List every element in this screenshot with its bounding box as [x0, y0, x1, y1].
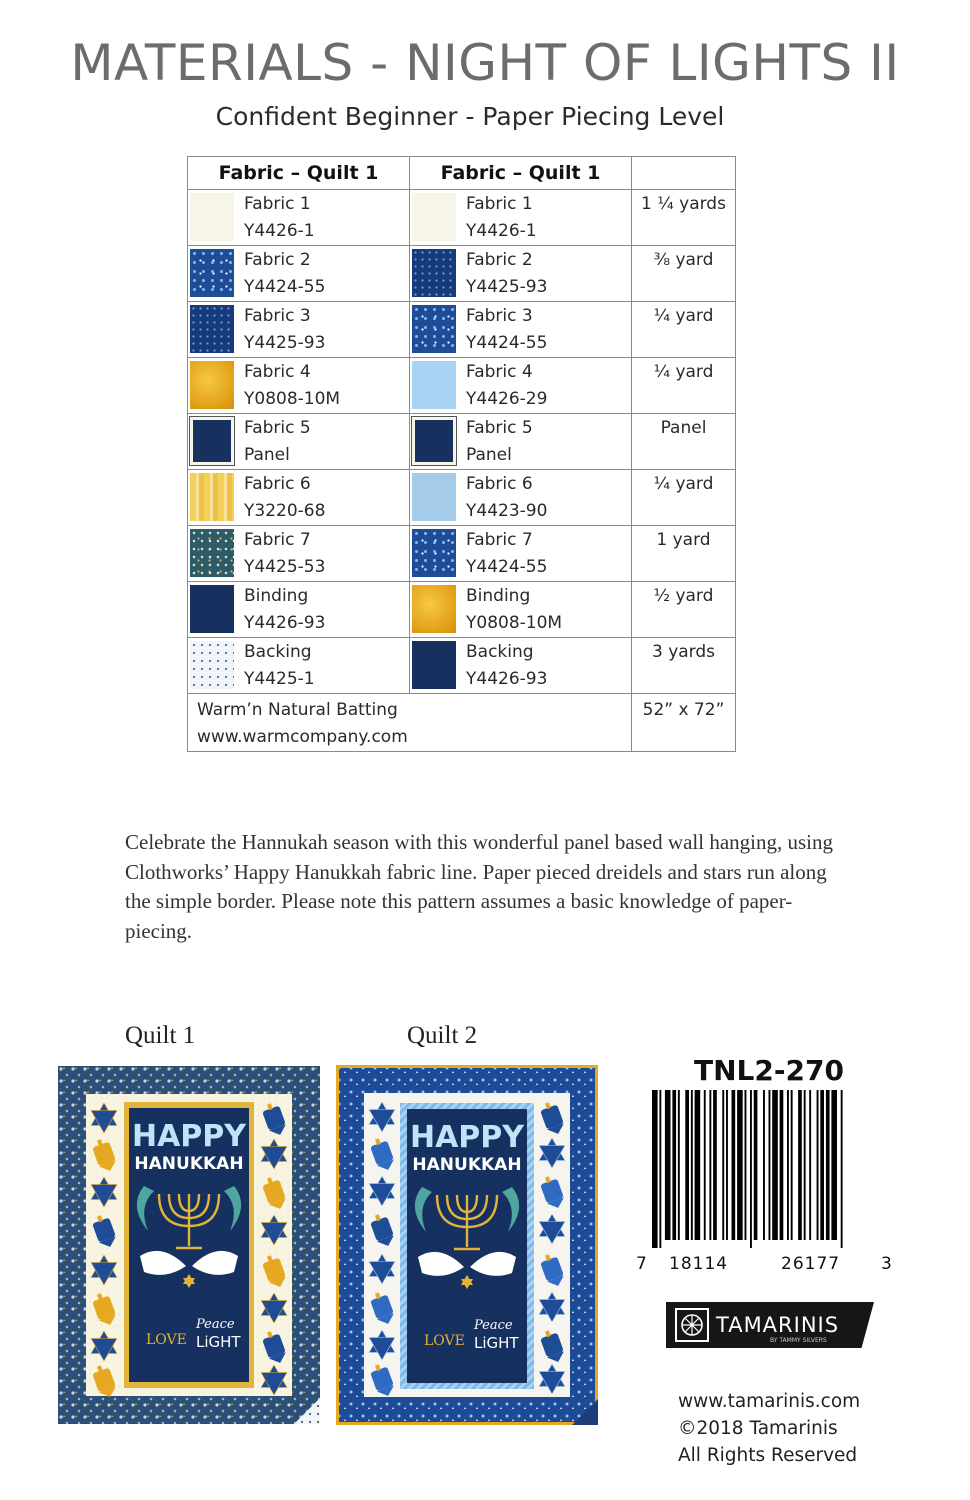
yardage: ¼ yard: [653, 306, 714, 326]
description: Celebrate the Hannukah season with this wonderful panel based wall hanging, using Clothworks’ Happy Hanukkah fabric line. Paper pieced dreidels and stars run along the simple border. Please note this pattern assumes a basic knowledge of paper-piecing.: [125, 830, 833, 943]
fabric-name: Binding: [466, 586, 531, 606]
quilt1-image: [58, 1066, 320, 1424]
copyright: ©2018 Tamarinis: [678, 1418, 838, 1439]
fabric-name: Fabric 7: [244, 530, 311, 550]
fabric-name: Fabric 2: [244, 250, 311, 270]
material-row: [188, 526, 736, 582]
fabric-swatch: [190, 305, 234, 353]
fabric-code: Y3220-68: [244, 501, 326, 521]
fabric-code: Y4426-1: [244, 221, 315, 241]
yardage: ⅜ yard: [653, 250, 714, 270]
material-row: [188, 302, 736, 358]
barcode-digit-first: 7: [636, 1254, 647, 1274]
fabric-name: Fabric 6: [244, 474, 311, 494]
barcode-digits-right: 26177: [781, 1254, 841, 1274]
fabric-name: Fabric 4: [466, 362, 533, 382]
barcode: [650, 1090, 890, 1248]
fabric-code: Panel: [244, 445, 290, 465]
brand-name: TAMARINIS: [716, 1313, 840, 1337]
fabric-swatch: [190, 417, 234, 465]
fabric-swatch: [412, 193, 456, 241]
fabric-name: Fabric 3: [244, 306, 311, 326]
fabric-code: Y4426-29: [466, 389, 548, 409]
fabric-name: Binding: [244, 586, 309, 606]
material-row: [188, 414, 736, 470]
panel2-peace-text: Peace: [474, 1318, 513, 1333]
batting-url[interactable]: www.warmcompany.com: [197, 727, 408, 747]
fabric-swatch: [190, 361, 234, 409]
fabric-code: Y4424-55: [466, 557, 548, 577]
fabric-swatch: [190, 641, 234, 689]
material-row: [188, 638, 736, 694]
fabric-code: Y4425-1: [244, 669, 315, 689]
fabric-swatch: [412, 641, 456, 689]
fabric-code: Y4425-53: [244, 557, 326, 577]
fabric-name: Backing: [244, 642, 312, 662]
yardage: ½ yard: [653, 586, 714, 606]
panel-hanukkah-text: HANUKKAH: [134, 1154, 244, 1174]
panel2-hanukkah-text: HANUKKAH: [412, 1155, 522, 1175]
rights-text: All Rights Reserved: [678, 1445, 858, 1466]
panel-light-text: LiGHT: [196, 1333, 241, 1351]
fabric-code: Y4424-55: [466, 333, 548, 353]
fabric-code: Y4425-93: [466, 277, 548, 297]
batting-size: 52” x 72”: [642, 700, 725, 720]
yardage: ¼ yard: [653, 362, 714, 382]
fabric-name: Fabric 3: [466, 306, 533, 326]
brand-tagline: BY TAMMY SILVERS: [770, 1337, 827, 1344]
fabric-name: Fabric 4: [244, 362, 311, 382]
fabric-swatch: [190, 249, 234, 297]
panel-love-text: LOVE: [146, 1332, 187, 1348]
footer: [678, 1388, 860, 1469]
fabric-swatch: [190, 193, 234, 241]
fabric-swatch: [412, 361, 456, 409]
fabric-name: Backing: [466, 642, 534, 662]
quilt1-label: Quilt 1: [125, 1022, 196, 1049]
fabric-name: Fabric 1: [244, 194, 311, 214]
fabric-name: Fabric 1: [466, 194, 533, 214]
fabric-swatch: [412, 585, 456, 633]
panel2-happy-text: HAPPY: [409, 1120, 525, 1155]
website-link[interactable]: www.tamarinis.com: [678, 1391, 861, 1412]
panel-peace-text: Peace: [196, 1317, 235, 1332]
fabric-swatch: [190, 529, 234, 577]
panel2-light-text: LiGHT: [474, 1334, 519, 1352]
yardage: 3 yards: [651, 642, 716, 662]
fabric-swatch: [190, 473, 234, 521]
material-row: [188, 246, 736, 302]
fabric-code: Y4424-55: [244, 277, 326, 297]
brand-mark-icon: [674, 1307, 710, 1343]
yardage: 1 ¼ yards: [641, 194, 726, 214]
fabric-code: Panel: [466, 445, 512, 465]
fabric-swatch: [412, 529, 456, 577]
barcode-digit-last: 3: [881, 1254, 892, 1274]
fabric-code: Y0808-10M: [466, 613, 563, 633]
fabric-name: Fabric 5: [244, 418, 311, 438]
fabric-code: Y4426-93: [466, 669, 548, 689]
fabric-swatch: [412, 417, 456, 465]
fabric-swatch: [190, 585, 234, 633]
yardage: 1 yard: [656, 530, 711, 550]
fabric-swatch: [412, 305, 456, 353]
materials-table: [187, 156, 736, 752]
fabric-code: Y4426-93: [244, 613, 326, 633]
header-quilt2: Fabric – Quilt 1: [410, 157, 632, 190]
fabric-name: Fabric 7: [466, 530, 533, 550]
header-quilt1: Fabric – Quilt 1: [188, 157, 410, 190]
yardage: Panel: [660, 418, 707, 438]
material-row: [188, 582, 736, 638]
sku-number: TNL2-270: [694, 1054, 844, 1087]
quilt2-label: Quilt 2: [407, 1022, 478, 1049]
material-row: [188, 190, 736, 246]
fabric-swatch: [412, 473, 456, 521]
fabric-code: Y4426-1: [466, 221, 537, 241]
panel2-love-text: LOVE: [424, 1333, 465, 1349]
materials-body: [188, 190, 736, 752]
material-row: [188, 470, 736, 526]
fabric-code: Y4423-90: [466, 501, 548, 521]
material-row: [188, 358, 736, 414]
fabric-name: Fabric 5: [466, 418, 533, 438]
skill-level: Confident Beginner - Paper Piecing Level: [215, 102, 725, 131]
panel-happy-text: HAPPY: [131, 1119, 247, 1154]
batting-name: Warm’n Natural Batting: [197, 700, 398, 720]
fabric-name: Fabric 6: [466, 474, 533, 494]
barcode-digits-left: 18114: [669, 1254, 729, 1274]
header-yardage: [632, 157, 736, 190]
batting-row: [188, 694, 736, 752]
page-title: MATERIALS - NIGHT OF LIGHTS II: [70, 34, 900, 92]
yardage: ¼ yard: [653, 474, 714, 494]
fabric-code: Y4425-93: [244, 333, 326, 353]
fabric-code: Y0808-10M: [244, 389, 341, 409]
quilt2-image: [336, 1065, 598, 1425]
fabric-name: Fabric 2: [466, 250, 533, 270]
fabric-swatch: [412, 249, 456, 297]
